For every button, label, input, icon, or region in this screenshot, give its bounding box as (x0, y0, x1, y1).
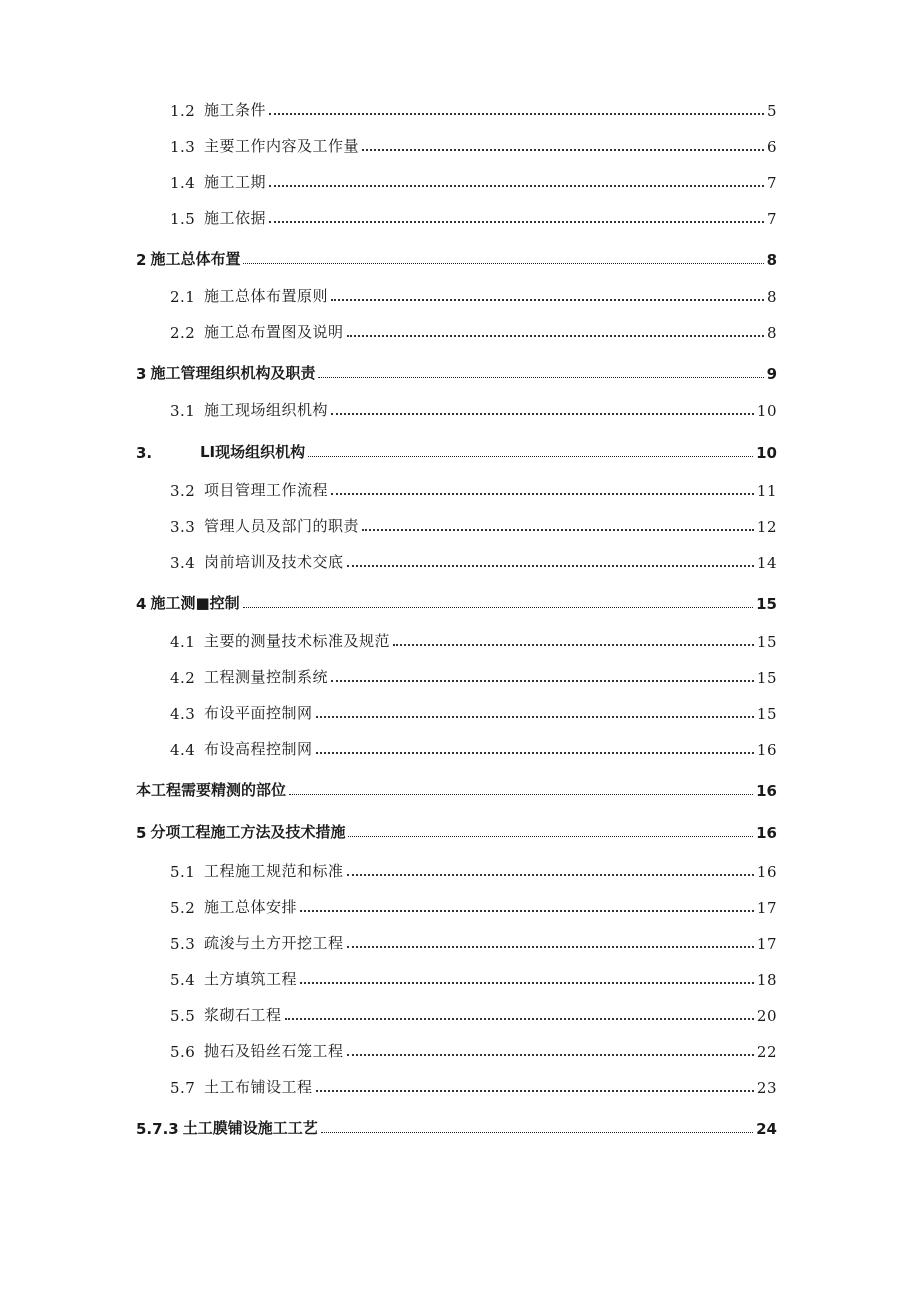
toc-entry-title: 主要的测量技术标准及规范 (204, 632, 391, 650)
toc-entry-page: 15 (756, 705, 777, 723)
toc-entry-page: 20 (756, 1007, 777, 1025)
dot-leader (308, 456, 753, 457)
toc-entry-title: 施工工期 (204, 173, 267, 191)
toc-entry-page: 7 (766, 174, 777, 192)
toc-entry[interactable] (170, 206, 777, 228)
toc-entry-title: 布设高程控制网 (204, 740, 313, 758)
toc-entry-title: 本工程需要精测的部位 (136, 781, 287, 799)
dot-leader (318, 377, 763, 378)
toc-entry-number: 4 (136, 595, 147, 613)
toc-entry-title: LI现场组织机构 (200, 443, 306, 461)
toc-entry[interactable] (170, 1039, 777, 1061)
dot-leader (316, 752, 754, 754)
toc-entry-number: 3. (136, 444, 153, 462)
toc-entry-title: 抛石及铅丝石笼工程 (204, 1042, 344, 1060)
toc-entry-title: 分项工程施工方法及技术措施 (150, 823, 346, 841)
toc-entry-title: 施工总布置图及说明 (204, 323, 344, 341)
toc-entry-page: 18 (756, 971, 777, 989)
toc-entry-page: 14 (756, 554, 777, 572)
toc-entry-title: 岗前培训及技术交底 (204, 553, 344, 571)
toc-entry[interactable] (170, 665, 777, 687)
toc-entry-title: 浆砌石工程 (204, 1006, 282, 1024)
dot-leader (243, 607, 754, 608)
toc-entry-title: 施工依据 (204, 209, 267, 227)
toc-entry-page: 23 (756, 1079, 777, 1097)
toc-entry-number: 1.3 (170, 138, 196, 156)
toc-entry-number: 5.5 (170, 1007, 196, 1025)
toc-entry-title: 管理人员及部门的职责 (204, 517, 360, 535)
toc-entry-title: 施工总体布置原则 (204, 287, 329, 305)
toc-entry-page: 16 (756, 741, 777, 759)
dot-leader (243, 263, 763, 264)
dot-leader (269, 113, 764, 115)
toc-entry[interactable] (170, 170, 777, 192)
toc-entry-number: 4.3 (170, 705, 196, 723)
toc-entry-page: 8 (766, 288, 777, 306)
dot-leader (362, 149, 764, 151)
toc-chapter-entry[interactable] (136, 591, 777, 613)
toc-entry-number: 5.2 (170, 899, 196, 917)
dot-leader (348, 836, 753, 837)
dot-leader (269, 221, 764, 223)
toc-entry[interactable] (170, 284, 777, 306)
toc-entry-title: 施工总体布置 (150, 250, 241, 268)
toc-entry-title: 主要工作内容及工作量 (204, 137, 360, 155)
toc-entry-number: 5.7.3 (136, 1120, 179, 1138)
toc-entry-number: 3 (136, 365, 147, 383)
toc-entry-title: 疏浚与土方开挖工程 (204, 934, 344, 952)
toc-entry[interactable] (170, 1075, 777, 1097)
toc-entry[interactable] (170, 931, 777, 953)
toc-entry-number: 3.1 (170, 402, 196, 420)
toc-entry-number: 5.3 (170, 935, 196, 953)
toc-entry-title: 施工条件 (204, 101, 267, 119)
dot-leader (347, 874, 754, 876)
toc-entry[interactable] (170, 737, 777, 759)
dot-leader (331, 413, 754, 415)
dot-leader (321, 1132, 753, 1133)
dot-leader (347, 946, 754, 948)
toc-chapter-entry[interactable] (136, 778, 777, 800)
dot-leader (300, 982, 754, 984)
toc-entry-title: 土工膜铺设施工工艺 (182, 1119, 318, 1137)
toc-entry-number: 2.2 (170, 324, 196, 342)
toc-entry-page: 17 (756, 935, 777, 953)
toc-entry-page: 15 (756, 633, 777, 651)
dot-leader (331, 680, 754, 682)
toc-chapter-entry[interactable] (136, 247, 777, 269)
toc-entry[interactable] (170, 629, 777, 651)
dot-leader (300, 910, 754, 912)
toc-entry[interactable] (170, 478, 777, 500)
toc-entry[interactable] (170, 550, 777, 572)
toc-entry-title: 布设平面控制网 (204, 704, 313, 722)
toc-entry-page: 15 (756, 669, 777, 687)
dot-leader (269, 185, 764, 187)
dot-leader (316, 716, 754, 718)
dot-leader (347, 1054, 754, 1056)
toc-entry-page: 7 (766, 210, 777, 228)
toc-entry-title: 施工总体安排 (204, 898, 298, 916)
toc-entry-number: 4.2 (170, 669, 196, 687)
toc-entry-page: 12 (756, 518, 777, 536)
dot-leader (347, 565, 754, 567)
toc-chapter-entry[interactable] (136, 820, 777, 842)
toc-entry-number: 1.4 (170, 174, 196, 192)
dot-leader (285, 1018, 754, 1020)
toc-entry-title: 施工现场组织机构 (204, 401, 329, 419)
toc-entry-page: 24 (756, 1120, 777, 1138)
toc-entry-number: 5.4 (170, 971, 196, 989)
toc-entry-number: 4.4 (170, 741, 196, 759)
toc-entry-page: 6 (766, 138, 777, 156)
toc-entry-page: 16 (756, 782, 777, 800)
toc-entry-title: 土工布铺设工程 (204, 1078, 313, 1096)
toc-entry-title: 施工测■控制 (150, 594, 240, 612)
toc-entry-number: 1.2 (170, 102, 196, 120)
toc-entry-page: 15 (756, 595, 777, 613)
toc-entry-page: 10 (756, 444, 777, 462)
dot-leader (331, 493, 754, 495)
toc-entry-page: 8 (766, 251, 777, 269)
toc-entry[interactable] (170, 398, 777, 420)
toc-entry-number: 4.1 (170, 633, 196, 651)
toc-entry-number: 1.5 (170, 210, 196, 228)
toc-entry[interactable] (170, 134, 777, 156)
toc-entry-page: 22 (756, 1043, 777, 1061)
toc-chapter-entry[interactable] (136, 361, 777, 383)
toc-entry-number: 5.1 (170, 863, 196, 881)
toc-entry[interactable] (170, 701, 777, 723)
toc-entry-page: 5 (766, 102, 777, 120)
toc-entry[interactable] (170, 967, 777, 989)
toc-entry[interactable] (170, 895, 777, 917)
toc-chapter-entry[interactable] (136, 440, 777, 462)
toc-chapter-entry[interactable] (136, 1116, 777, 1138)
dot-leader (289, 794, 753, 795)
toc-entry-number: 5.7 (170, 1079, 196, 1097)
toc-entry-title: 工程施工规范和标准 (204, 862, 344, 880)
toc-entry-page: 17 (756, 899, 777, 917)
toc-entry-page: 9 (766, 365, 777, 383)
dot-leader (316, 1090, 754, 1092)
toc-entry-title: 施工管理组织机构及职责 (150, 364, 316, 382)
toc-entry-page: 16 (756, 863, 777, 881)
toc-entry[interactable] (170, 98, 777, 120)
toc-entry-page: 16 (756, 824, 777, 842)
toc-entry-page: 8 (766, 324, 777, 342)
toc-entry-title: 工程测量控制系统 (204, 668, 329, 686)
toc-entry-number: 5.6 (170, 1043, 196, 1061)
toc-entry[interactable] (170, 320, 777, 342)
toc-entry[interactable] (170, 1003, 777, 1025)
dot-leader (362, 529, 754, 531)
toc-entry[interactable] (170, 859, 777, 881)
toc-entry-number: 3.3 (170, 518, 196, 536)
toc-entry-page: 10 (756, 402, 777, 420)
dot-leader (331, 299, 764, 301)
toc-entry-title: 项目管理工作流程 (204, 481, 329, 499)
toc-entry[interactable] (170, 514, 777, 536)
toc-entry-title: 土方填筑工程 (204, 970, 298, 988)
toc-entry-number: 2 (136, 251, 147, 269)
toc-entry-number: 2.1 (170, 288, 196, 306)
toc-entry-number: 5 (136, 824, 147, 842)
toc-entry-number: 3.4 (170, 554, 196, 572)
toc-entry-number: 3.2 (170, 482, 196, 500)
dot-leader (393, 644, 754, 646)
dot-leader (347, 335, 764, 337)
toc-entry-page: 11 (756, 482, 777, 500)
